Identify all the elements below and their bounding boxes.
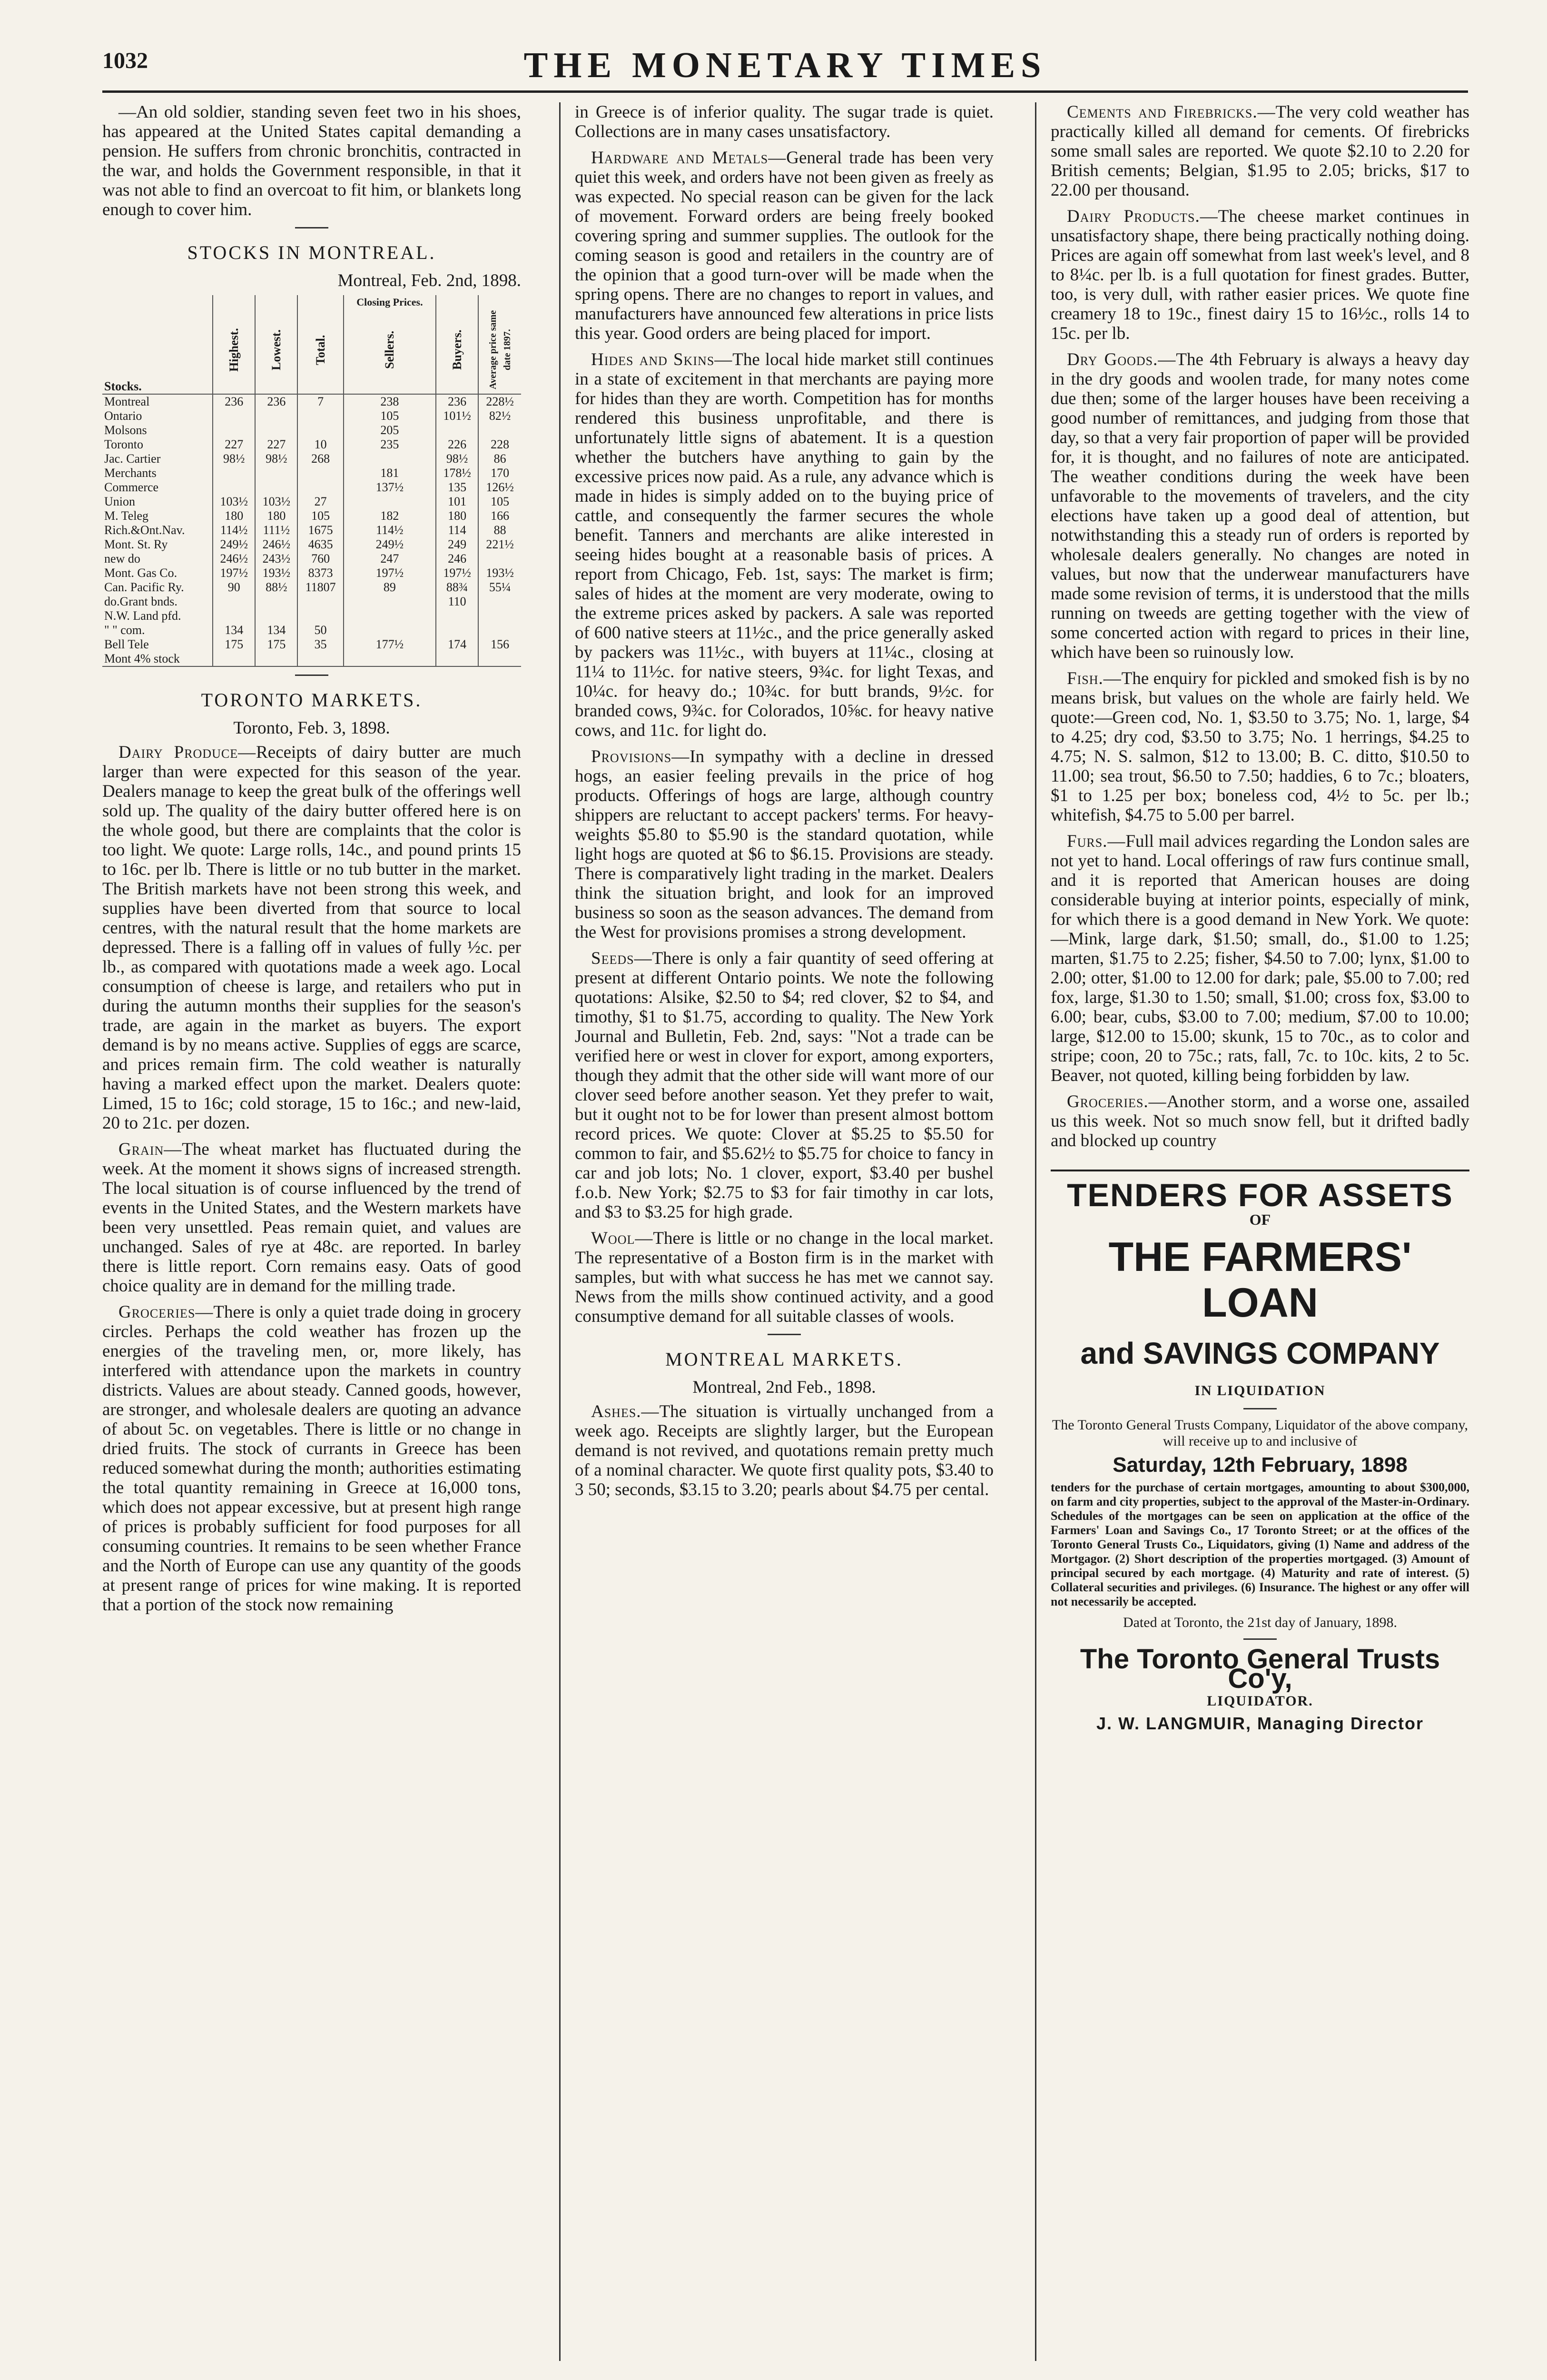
stock-name: Union	[104, 495, 135, 508]
stock-value: 98½	[213, 452, 255, 466]
stock-value: 246½	[213, 552, 255, 566]
stock-name: Jac. Cartier	[104, 452, 161, 466]
stock-row	[102, 623, 521, 637]
stock-value: 8373	[297, 566, 343, 580]
article-paragraph: Dry Goods.—The 4th February is always a heavy day in the dry goods and woolen trade, for many notes come due then; some of the larger houses have been receiving a good number of remittances, and judging from those that day, so that a very fair proportion of paper will be provided for, it is thought, and no failures of note are anticipated. The weather conditions during the week have been unfavorable to the movements of travelers, and the city elections have taken up a good deal of attention, but notwithstanding this a steady run of orders is reported by wholesale dealers generally. No changes are noted in values, but now that the underwear manufacturers have made some revision of terms, it is understood that the mills running on tweeds are getting together with the view of some concerted action with regard to prices in their line, which have been so ruinously low.	[1051, 350, 1469, 662]
stock-value: 249	[436, 537, 478, 552]
stock-value: 197½	[344, 566, 436, 580]
stock-value: 103½	[213, 495, 255, 509]
stock-name: Can. Pacific Ry.	[104, 580, 184, 594]
ad-company-line-2: and SAVINGS COMPANY	[1080, 1336, 1440, 1370]
stock-row	[102, 552, 521, 566]
stock-row	[102, 537, 521, 552]
stocks-title: STOCKS IN MONTREAL.	[187, 242, 436, 263]
stock-value: 181	[344, 466, 436, 480]
stock-value	[478, 552, 521, 566]
stock-name: Ontario	[104, 409, 142, 423]
stock-value: 193½	[255, 566, 297, 580]
stock-value	[344, 452, 436, 466]
article-paragraph: in Greece is of inferior quality. The sugar trade is quiet. Collections are in many cases unsatisfactory.	[575, 102, 994, 141]
stock-value: 178½	[436, 466, 478, 480]
ad-intro: The Toronto General Trusts Company, Liquidator of the above company, will receive up to and inclusive of	[1052, 1417, 1468, 1449]
stock-value	[436, 623, 478, 637]
stock-row	[102, 495, 521, 509]
stock-name: new do	[104, 552, 140, 565]
stock-value	[478, 423, 521, 437]
stock-value: 243½	[255, 552, 297, 566]
article-paragraph: Provisions—In sympathy with a decline in dressed hogs, an easier feeling prevails in the price of hog products. Offerings of hogs are large, although country shippers are reluctant to accept packers' terms. For heavy-weights $5.80 to $5.90 is the standard quotation, while light hogs are quoted at $6 to $6.15. Provisions are steady. There is comparatively light trading in the market. Dealers think the situation bright, and look for an improved business so soon as the season advances. The demand from the West for provisions promises a strong development.	[575, 747, 994, 942]
stock-value	[213, 423, 255, 437]
stock-name: Mont 4% stock	[102, 652, 213, 666]
stock-name: Bell Tele	[104, 637, 149, 651]
ad-title: TENDERS FOR ASSETS	[1067, 1177, 1453, 1213]
divider	[295, 227, 328, 228]
stock-value: 205	[344, 423, 436, 437]
stock-value	[255, 409, 297, 423]
stock-value: 55¼	[478, 580, 521, 595]
stock-value	[436, 423, 478, 437]
stock-value	[213, 409, 255, 423]
stock-value: 166	[478, 509, 521, 523]
stock-name: " " com.	[104, 623, 145, 637]
soldier-note: —An old soldier, standing seven feet two in his shoes, has appeared at the United States capital demanding a pension. He suffers from chronic bronchitis, contracted in the war, and holds the Government responsible, in that it was not able to find an overcoat to fit him, or blankets long enough to cover him.	[102, 102, 521, 219]
montreal-dateline: Montreal, 2nd Feb., 1898.	[692, 1378, 876, 1397]
stock-value	[255, 466, 297, 480]
stock-value: 236	[436, 394, 478, 409]
page-header	[102, 38, 1468, 93]
stock-value: 105	[478, 495, 521, 509]
stock-row	[102, 437, 521, 452]
stock-value: 4635	[297, 537, 343, 552]
ad-footer-company: The Toronto General Trusts Co'y,	[1080, 1644, 1440, 1694]
stock-row	[102, 652, 521, 666]
divider	[768, 1334, 801, 1335]
ad-footer-role: LIQUIDATOR.	[1207, 1693, 1313, 1709]
ad-of: OF	[1249, 1211, 1271, 1228]
stock-value	[344, 609, 436, 623]
col-header-total: Total.	[297, 295, 343, 394]
page-number: 1032	[102, 48, 148, 73]
stock-name: Toronto	[104, 437, 143, 451]
stock-row	[102, 452, 521, 466]
article-paragraph: Seeds—There is only a fair quantity of seed offering at present at different Ontario points. We note the following quotations: Alsike, $2.50 to $4; red clover, $2 to $4, and timothy, $1 to $1.75, according to quality. The New York Journal and Bulletin, Feb. 2nd, says: "Not a trade can be verified here or west in clover for export, among exporters, though they admit that the other side will want more of our clover seed before another season. Yet they prefer to wait, but it ought not to be for lower than present almost bottom record prices. We quote: Clover at $5.25 to $5.50 for common to fair, and $5.62½ to $5.75 for choice to fancy in car and job lots; No. 1 clover, export, $3.40 per bushel f.o.b. New York; $2.75 to $3 for fair timothy in car lots, and $3 to $3.25 for high grade.	[575, 949, 994, 1222]
stock-value: 197½	[213, 566, 255, 580]
stock-value: 182	[344, 509, 436, 523]
article-paragraph: Furs.—Full mail advices regarding the London sales are not yet to hand. Local offerings of raw furs continue small, and it is reported that American houses are doing considerable buying at interior points, especially of mink, for which there is a good demand in New York. We quote:—Mink, large dark, $1.50; small, do., $1.00 to 1.25; marten, $1.75 to 2.25; fisher, $4.50 to 7.00; lynx, $1.00 to 2.00; otter, $1.00 to 12.00 for dark; pale, $5.00 to 7.00; red fox, large, $1.30 to 1.50; small, $1.00; cross fox, $3.00 to 6.00; bear, cubs, $3.00 to 7.00; medium, $7.00 to 10.00; large, $12.00 to 15.00; skunk, 15 to 70c., as to color and stripe; coon, 20 to 75c.; rats, fall, 7c. to 10c. kits, 2 to 5c. Beaver, not quoted, killing being forbidden by law.	[1051, 832, 1469, 1085]
stock-name: Commerce	[104, 480, 159, 494]
col-header-buyers: Buyers.	[436, 295, 478, 394]
stock-value: 101½	[436, 409, 478, 423]
article-paragraph: Ashes.—The situation is virtually unchanged from a week ago. Receipts are slightly larger, but the European demand is not revived, and quotations remain pretty much of a nominal character. We quote first quality pots, $3.40 to 3 50; seconds, $3.15 to 3.20; pearls about $4.75 per cental.	[575, 1402, 994, 1499]
stocks-table-header	[102, 295, 521, 394]
stock-value	[255, 595, 297, 609]
stocks-dateline: Montreal, Feb. 2nd, 1898.	[337, 271, 521, 290]
stock-name: Molsons	[104, 423, 147, 437]
stock-value	[255, 480, 297, 495]
stock-row	[102, 466, 521, 480]
stock-row	[102, 423, 521, 437]
toronto-markets-title: TORONTO MARKETS.	[201, 689, 423, 711]
stock-value	[478, 595, 521, 609]
stock-value	[344, 595, 436, 609]
masthead-title: THE MONETARY TIMES	[523, 45, 1047, 85]
toronto-dateline: Toronto, Feb. 3, 1898.	[233, 718, 390, 738]
stock-value: 180	[255, 509, 297, 523]
stock-value: 268	[297, 452, 343, 466]
stock-value: 27	[297, 495, 343, 509]
stock-name: Montreal	[104, 395, 150, 408]
stock-value: 90	[213, 580, 255, 595]
article-paragraph: Dairy Produce—Receipts of dairy butter are much larger than were expected for this season of the year. Dealers manage to keep the great bulk of the offerings well sold up. The quality of the dairy butter offered here is on the whole good, but there are complaints that the color is too light. We quote: Large rolls, 14c., and pound prints 15 to 16c. per lb. There is little or no tub butter in the market. The British markets have not been strong this week, and supplies have been diverted from that source to local centres, with the natural result that the home markets are depressed. There is a falling off in values of fully ½c. per lb., as compared with quotations made a week ago. Local consumption of cheese is large, and retailers who put in during the autumn months their supplies for the season's trade, are again in the market as buyers. The export demand is by no means active. Supplies of eggs are scarce, and prices remain firm. The cold weather is naturally having a marked effect upon the market. Dealers quote: Limed, 15 to 16c; cold storage, 15 to 16c.; and new-laid, 20 to 21c. per dozen.	[102, 743, 522, 1133]
stock-value: 35	[297, 637, 343, 652]
stock-value	[213, 466, 255, 480]
stock-value: 135	[436, 480, 478, 495]
stock-row	[102, 523, 521, 537]
stock-value: 1675	[297, 523, 343, 537]
stock-value: 98½	[255, 452, 297, 466]
col-header-average: Average price same date 1897.	[478, 295, 521, 394]
stock-value: 86	[478, 452, 521, 466]
stock-row	[102, 609, 521, 623]
column-3	[1035, 102, 1469, 2361]
stock-value: 134	[255, 623, 297, 637]
stock-value: 247	[344, 552, 436, 566]
stock-value: 170	[478, 466, 521, 480]
article-paragraph: Fish.—The enquiry for pickled and smoked fish is by no means brisk, but values on the whole are fairly held. We quote:—Green cod, No. 1, $3.50 to 3.75; No. 1, large, $4 to 4.25; dry cod, $3.50 to 3.75; No. 1 herrings, $4.25 to 4.75; N. S. salmon, $12 to 13.00; B. C. ditto, $10.50 to 11.00; sea trout, $6.50 to 7.50; haddies, 6 to 7c.; bloaters, $1 to 1.25 per box; boneless cod, 4½ to 5c. per lb.; whitefish, $4.75 to 5.00 per barrel.	[1051, 669, 1469, 825]
divider	[1243, 1638, 1277, 1640]
stock-value: 246	[436, 552, 478, 566]
article-paragraph: Groceries—There is only a quiet trade doing in grocery circles. Perhaps the cold weather has frozen up the energies of the traveling men, or, more likely, has interfered with attendance upon the markets in country districts. Values are about steady. Canned goods, however, are stronger, and wholesale dealers are quoting an advance of about 5c. on vegetables. There is little or no change in dried fruits. The stock of currants in Greece has been reduced somewhat during the month; authorities estimating the total quantity remaining in Greece at 16,000 tons, which does not appear excessive, but at present high range of prices is probably sufficient for food purposes for all consuming countries. It remains to be seen whether France and the North of Europe can use any quantity of the goods at present range of prices for wine making. It is reported that a portion of the stock now remaining	[102, 1302, 521, 1615]
stock-value: 105	[344, 409, 436, 423]
columns	[102, 102, 1468, 2361]
tender-advertisement	[1051, 1170, 1469, 1733]
article-paragraph: Cements and Firebricks.—The very cold weather has practically killed all demand for cements. Of firebricks some small sales are reported. We quote $2.10 to 2.20 for British cements; Belgian, $1.95 to 2.05; bricks, $17 to 22.00 per thousand.	[1051, 102, 1469, 200]
stock-value: 88	[478, 523, 521, 537]
stock-value	[297, 595, 343, 609]
ad-company-line-1: THE FARMERS' LOAN	[1108, 1234, 1412, 1326]
ad-dated: Dated at Toronto, the 21st day of January, 1898.	[1123, 1615, 1398, 1630]
stock-value: 227	[213, 437, 255, 452]
col-header-sellers: Closing Prices. Sellers.	[344, 295, 436, 394]
stock-value: 174	[436, 637, 478, 652]
stock-value: 126½	[478, 480, 521, 495]
stock-value: 246½	[255, 537, 297, 552]
newspaper-page	[102, 38, 1468, 2361]
stock-row	[102, 566, 521, 580]
stock-value: 137½	[344, 480, 436, 495]
column-2	[559, 102, 994, 2361]
stock-row	[102, 595, 521, 609]
stocks-table	[102, 295, 521, 667]
stock-value: 175	[255, 637, 297, 652]
article-paragraph: Wool—There is little or no change in the local market. The representative of a Boston firm is in the market with samples, but with what success he has met we cannot say. News from the mills show continued activity, and a good consumptive demand for all suitable classes of wools.	[575, 1229, 994, 1326]
stock-value: 89	[344, 580, 436, 595]
stock-value: 10	[297, 437, 343, 452]
stock-value	[255, 609, 297, 623]
stock-value: 177½	[344, 637, 436, 652]
stock-value: 228½	[478, 394, 521, 409]
stock-row	[102, 480, 521, 495]
stock-row	[102, 509, 521, 523]
stock-value: 226	[436, 437, 478, 452]
stock-value	[213, 609, 255, 623]
stock-value: 156	[478, 637, 521, 652]
stock-value: 249½	[213, 537, 255, 552]
article-paragraph: Groceries.—Another storm, and a worse one, assailed us this week. Not so much snow fell, but it drifted badly and blocked up country	[1051, 1092, 1469, 1150]
stock-value	[344, 495, 436, 509]
ad-in-liquidation: IN LIQUIDATION	[1194, 1383, 1326, 1398]
stock-value: 103½	[255, 495, 297, 509]
stock-value: 221½	[478, 537, 521, 552]
stock-value	[213, 595, 255, 609]
stock-value	[436, 652, 478, 666]
stock-name: M. Teleg	[104, 509, 149, 523]
article-paragraph: Dairy Products.—The cheese market continues in unsatisfactory shape, there being practically nothing doing. Prices are again off somewhat from last week's level, and 8 to 8¼c. per lb. is a full quotation for finest grades. Butter, too, is very dull, with rather easier prices. We quote fine creamery 18 to 19c., finest dairy 15 to 16½c., rolls 14 to 15c. per lb.	[1051, 207, 1469, 343]
montreal-markets-title: MONTREAL MARKETS.	[665, 1349, 903, 1370]
stock-value: 114	[436, 523, 478, 537]
stock-value: 114½	[213, 523, 255, 537]
stock-value	[297, 652, 343, 666]
stock-value: 105	[297, 509, 343, 523]
stock-value	[478, 623, 521, 637]
ad-footer-director: J. W. LANGMUIR, Managing Director	[1096, 1714, 1424, 1733]
stock-value: 101	[436, 495, 478, 509]
stock-value: 180	[213, 509, 255, 523]
stock-name: N.W. Land pfd.	[104, 609, 181, 623]
stock-value	[344, 652, 436, 666]
divider	[1243, 1408, 1277, 1409]
stock-value	[297, 480, 343, 495]
stock-value	[297, 466, 343, 480]
stock-value: 114½	[344, 523, 436, 537]
stock-row	[102, 394, 521, 409]
stock-value: 236	[255, 394, 297, 409]
stock-value: 11807	[297, 580, 343, 595]
stock-value	[344, 623, 436, 637]
stock-value	[478, 609, 521, 623]
col-header-highest: Highest.	[213, 295, 255, 394]
stock-value: 180	[436, 509, 478, 523]
stock-value: 98½	[436, 452, 478, 466]
article-paragraph: Grain—The wheat market has fluctuated during the week. At the moment it shows signs of increased strength. The local situation is of course influenced by the trend of events in the United States, and the Western markets have been very unsettled. Peas remain quiet, and values are unchanged. Sales of rye at 48c. are reported. In barley there is little report. Corn remains easy. Oats of good choice quality are in demand for the milling trade.	[102, 1140, 521, 1296]
column-1	[102, 102, 521, 2361]
ad-date: Saturday, 12th February, 1898	[1113, 1453, 1408, 1477]
stock-name: Mont. St. Ry	[104, 537, 168, 551]
stock-value: 249½	[344, 537, 436, 552]
stock-name: Mont. Gas Co.	[104, 566, 177, 580]
stock-value: 7	[297, 394, 343, 409]
stock-value: 227	[255, 437, 297, 452]
col-header-stocks: Stocks.	[102, 295, 213, 394]
stock-value	[436, 609, 478, 623]
stock-row	[102, 637, 521, 652]
stock-value: 88¾	[436, 580, 478, 595]
stock-value	[213, 652, 255, 666]
stock-value: 236	[213, 394, 255, 409]
stock-value: 88½	[255, 580, 297, 595]
stock-value	[255, 652, 297, 666]
stock-name: do.Grant bnds.	[104, 595, 177, 608]
stock-value: 134	[213, 623, 255, 637]
stock-value	[255, 423, 297, 437]
stock-value: 228	[478, 437, 521, 452]
closing-prices-label: Closing Prices.	[356, 296, 423, 308]
stock-value: 760	[297, 552, 343, 566]
stock-value	[297, 409, 343, 423]
stock-value	[297, 609, 343, 623]
stock-value: 193½	[478, 566, 521, 580]
col-header-lowest: Lowest.	[255, 295, 297, 394]
stock-value	[478, 652, 521, 666]
stock-row	[102, 409, 521, 423]
stock-value: 197½	[436, 566, 478, 580]
ad-body: tenders for the purchase of certain mortgages, amounting to about $300,000, on farm and city properties, subject to the approval of the Master-in-Ordinary. Schedules of the mortgages can be seen on application at the office of the Farmers' Loan and Savings Co., 17 Toronto Street; or at the offices of the Toronto General Trusts Co., Liquidators, giving (1) Name and address of the Mortgagor. (2) Short description of the properties mortgaged. (3) Amount of principal secured by each mortgage. (4) Maturity and rate of interest. (5) Collateral securities and privileges. (6) Insurance. The highest or any offer will not necessarily be accepted.	[1051, 1480, 1469, 1608]
stock-value	[297, 423, 343, 437]
stock-value: 235	[344, 437, 436, 452]
stocks-table-body	[102, 394, 521, 666]
stock-value: 82½	[478, 409, 521, 423]
stock-value: 238	[344, 394, 436, 409]
stock-value: 50	[297, 623, 343, 637]
article-paragraph: Hardware and Metals—General trade has been very quiet this week, and orders have not been given as freely as was expected. No special reason can be given for the lack of movement. Forward orders are being freely booked covering spring and summer supplies. The outlook for the coming season is good and retailers in the country are of the opinion that a good turn-over will be made when the spring opens. There are no changes to report in values, and manufacturers have announced few alterations in price lists this year. Good orders are being placed for import.	[575, 148, 994, 343]
stock-value: 110	[436, 595, 478, 609]
stock-name: Rich.&Ont.Nav.	[104, 523, 185, 537]
stock-value	[213, 480, 255, 495]
stock-value: 175	[213, 637, 255, 652]
divider	[295, 674, 328, 676]
stock-value: 111½	[255, 523, 297, 537]
stock-row	[102, 580, 521, 595]
stock-name: Merchants	[104, 466, 157, 480]
article-paragraph: Hides and Skins—The local hide market still continues in a state of excitement in that merchants are paying more for hides than they are worth. Competition has for months rendered this business unprofitable, and there is unfortunately little signs of abatement. It is a question whether the butchers have anything to gain by the excessive prices now paid. As a rule, any advance which is made in hides is simply added on to the buying price of cattle, and consequently the farmer secures the whole benefit. Tanners and merchants are alike interested in seeing hides bought at a reasonable basis of prices. A report from Chicago, Feb. 1st, says: The market is firm; sales of hides at the moment are very moderate, owing to the extreme prices asked by packers. A sale was reported of 600 native steers at 11½c., and the price generally asked by packers was 11½c., with buyers at 11¼c., closing at 11¼ to 11½c. for native steers, 9¾c. for light Texas, and 10¼c. for heavy do.; 10¾c. for butt brands, 9½c. for branded cows, 9¾c. for Colorados, 10⅝c. for heavy native cows, and 11c. for light do.	[575, 350, 994, 740]
